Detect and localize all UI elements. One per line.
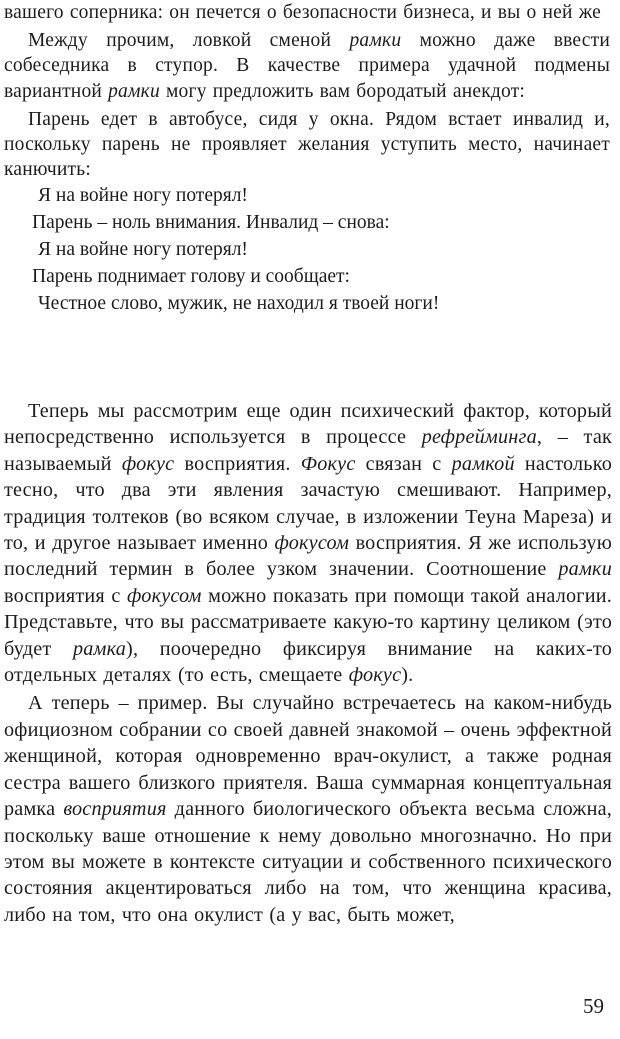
italic-term: рамки	[349, 30, 402, 52]
text-span: восприятия. Я же использую последний термин в более узком значении. Соотношение	[4, 532, 612, 581]
anecdote-setup-text: Парень едет в автобусе, сидя у окна. Рядом встает инвалид и, поскольку парень не проявляет желания уступить место, начинает канючить:	[4, 108, 610, 181]
italic-term: восприятия	[63, 798, 167, 821]
dialogue-quote-line: Честное слово, мужик, не находил я твоей ноги!	[38, 293, 440, 315]
anecdote-dialogue	[4, 182, 610, 317]
text-span: данного биологического объекта весьма сложна, поскольку ваше отношение к нему довольно многозначно. Но при этом вы можете в контексте ситуации и собственного психического состояния акцентироваться либо на том, что женщина красива, либо на том, что она окулист (а у вас, быть может,	[4, 798, 612, 926]
italic-term: рамки	[558, 558, 612, 581]
italic-term: рамки	[108, 80, 160, 102]
italic-term: фокус	[348, 664, 402, 687]
focus-paragraph	[4, 398, 612, 688]
text-span: можно показать при помощи такой аналогии. Представьте, что вы рассматриваете какую-то картину целиком (это будет	[4, 584, 612, 660]
italic-term: фокусом	[274, 532, 350, 555]
page-number: 59	[583, 994, 604, 1018]
italic-term: рамка	[72, 637, 127, 660]
anecdote-setup-paragraph	[4, 107, 610, 183]
text-span: восприятия с	[4, 584, 128, 607]
dialogue-quote-line: Я на войне ногу потерял!	[38, 239, 248, 261]
italic-term: рефрейминга	[421, 426, 537, 449]
example-paragraph	[4, 690, 612, 928]
text-span: , – так называемый	[4, 426, 612, 475]
dialogue-narration-line: Парень – ноль внимания. Инвалид – снова:	[32, 212, 390, 234]
text-span: ).	[401, 664, 414, 687]
lower-text-block	[4, 398, 612, 928]
text-span: Между прочим, ловкой сменой	[28, 30, 350, 52]
text-span: могу предложить вам бородатый анекдот:	[159, 80, 526, 102]
italic-term: фокусом	[127, 584, 202, 607]
italic-term: Фокус	[300, 452, 356, 475]
text-span: Теперь мы рассмотрим еще один психический фактор, который непосредственно используется в процессе	[4, 400, 612, 449]
text-span: связан с	[355, 452, 452, 475]
dialogue-quote-line: Я на войне ногу потерял!	[38, 185, 248, 207]
text-span: настолько тесно, что два эти явления зачастую смешивают. Например, традиция толтеков (во всяком случае, в изложении Теуна Мареза) и то, и другое называет именно	[4, 452, 612, 555]
reframing-intro-paragraph	[4, 28, 610, 104]
text-span: восприятия.	[174, 452, 301, 475]
text-span: А теперь – пример. Вы случайно встречаетесь на каком-нибудь официозном собрании со своей давней знакомой – очень эффектной женщиной, которая одновременно врач-окулист, а также родная сестра вашего близкого приятеля. Ваша суммарная концептуальная рамка	[4, 692, 612, 821]
text-span: можно даже ввести собеседника в ступор. В качестве примера удачной подмены вариантной	[4, 30, 610, 102]
continuation-text: вашего соперника: он печется о безопасности бизнеса, и вы о ней же	[4, 2, 601, 23]
italic-term: рамкой	[451, 452, 515, 475]
continuation-paragraph	[4, 0, 610, 25]
text-span: ), поочередно фиксируя внимание на каких-то отдельных деталях (то есть, смещаете	[4, 637, 612, 687]
dialogue-narration-line: Парень поднимает голову и сообщает:	[32, 266, 350, 288]
italic-term: фокус	[121, 452, 175, 475]
upper-text-block	[4, 0, 610, 317]
